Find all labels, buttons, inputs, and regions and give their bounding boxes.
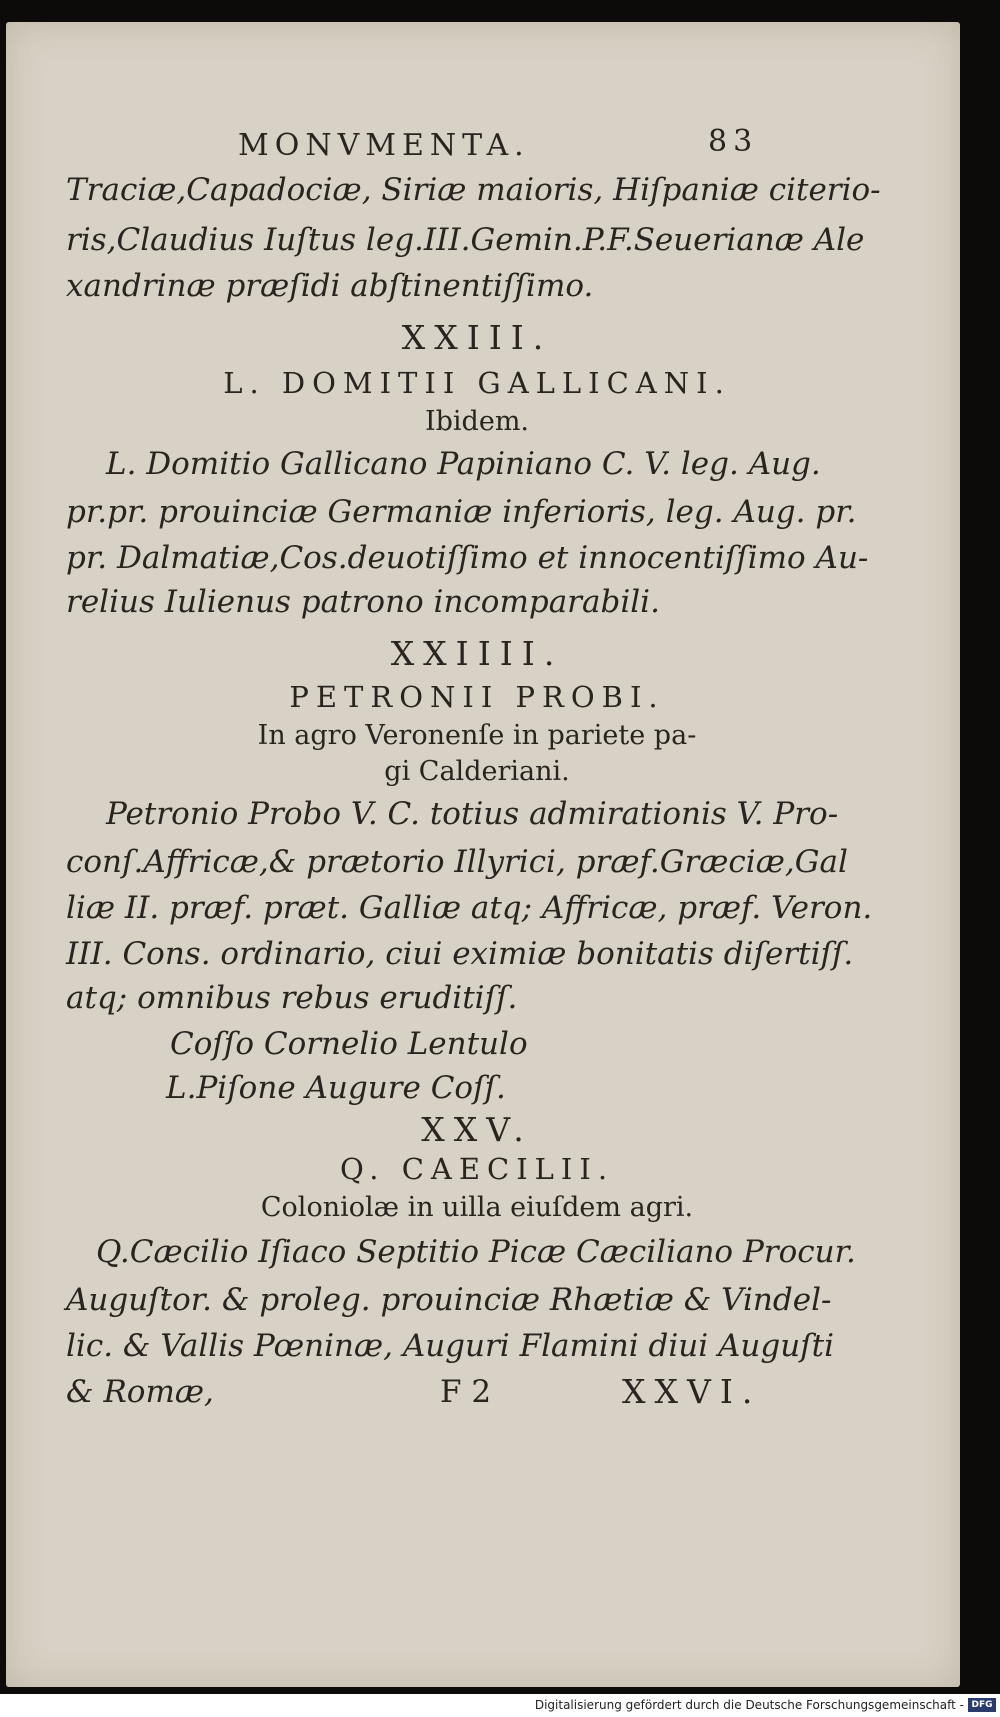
section-name: PETRONII PROBI.	[289, 680, 665, 714]
dfg-logo: DFG	[968, 1698, 996, 1712]
inscription-line: relius Iulienus patrono incomparabili.	[66, 584, 660, 620]
inscription-line: Q.Cæcilio Iſiaco Septitio Picæ Cæciliano Procur.	[96, 1234, 856, 1270]
page-number: 83	[708, 124, 759, 159]
inscription-line: Auguſtor. & proleg. prouinciæ Rhætiæ & Vindel-	[66, 1282, 832, 1318]
inscription-line: liæ II. præf. præt. Galliæ atq; Affricæ, præf. Veron.	[66, 890, 873, 926]
inscription-line: III. Cons. ordinario, ciui eximiæ bonitatis diſertiſſ.	[66, 936, 854, 972]
inscription-line: pr.pr. prouinciæ Germaniæ inferioris, leg. Aug. pr.	[66, 494, 857, 530]
section-numeral: XXIIII.	[390, 634, 564, 673]
intro-line: xandrinæ præſidi abſtinentiſſimo.	[66, 268, 594, 304]
section-name: L. DOMITII GALLICANI.	[223, 366, 731, 400]
inscription-line: lic. & Vallis Pœninæ, Auguri Flamini diui Auguſti	[66, 1328, 835, 1364]
inscription-line: pr. Dalmatiæ,Cos.deuotiſſimo et innocentiſſimo Au-	[66, 540, 869, 576]
inscription-line: atq; omnibus rebus eruditiſſ.	[66, 980, 518, 1016]
section-location: In agro Veronenſe in pariete pa-	[257, 720, 697, 751]
section-location: gi Calderiani.	[384, 756, 570, 787]
section-name: Q. CAECILII.	[339, 1152, 615, 1186]
section-numeral: XXV.	[421, 1110, 533, 1149]
inscription-line: L. Domitio Gallicano Papiniano C. V. leg. Aug.	[106, 446, 821, 482]
section-location: Coloniolæ in uilla eiuſdem agri.	[260, 1192, 694, 1223]
footer-bar	[0, 1694, 1000, 1717]
signature-mark: F 2	[440, 1374, 492, 1410]
intro-line: Traciæ,Capadociæ, Siriæ maioris, Hiſpaniæ citerio-	[66, 172, 881, 208]
footer-text: Digitalisierung gefördert durch die Deutsche Forschungsgemeinschaft -	[534, 1698, 964, 1712]
intro-line: ris,Claudius Iuſtus leg.III.Gemin.P.F.Seuerianæ Ale	[66, 222, 865, 258]
catchword: XXVI.	[622, 1372, 762, 1411]
consuls-line: Coſſo Cornelio Lentulo	[170, 1026, 528, 1062]
inscription-line: Petronio Probo V. C. totius admirationis V. Pro-	[106, 796, 839, 832]
inscription-line: & Romæ,	[66, 1374, 214, 1410]
inscription-line: conſ.Affricæ,& prætorio Illyrici, præf.Græciæ,Gal	[66, 844, 848, 880]
section-location: Ibidem.	[424, 406, 530, 437]
section-numeral: XXIII.	[401, 318, 553, 357]
consuls-line: L.Piſone Augure Coſſ.	[166, 1070, 506, 1106]
running-title: MONVMENTA.	[238, 128, 530, 163]
